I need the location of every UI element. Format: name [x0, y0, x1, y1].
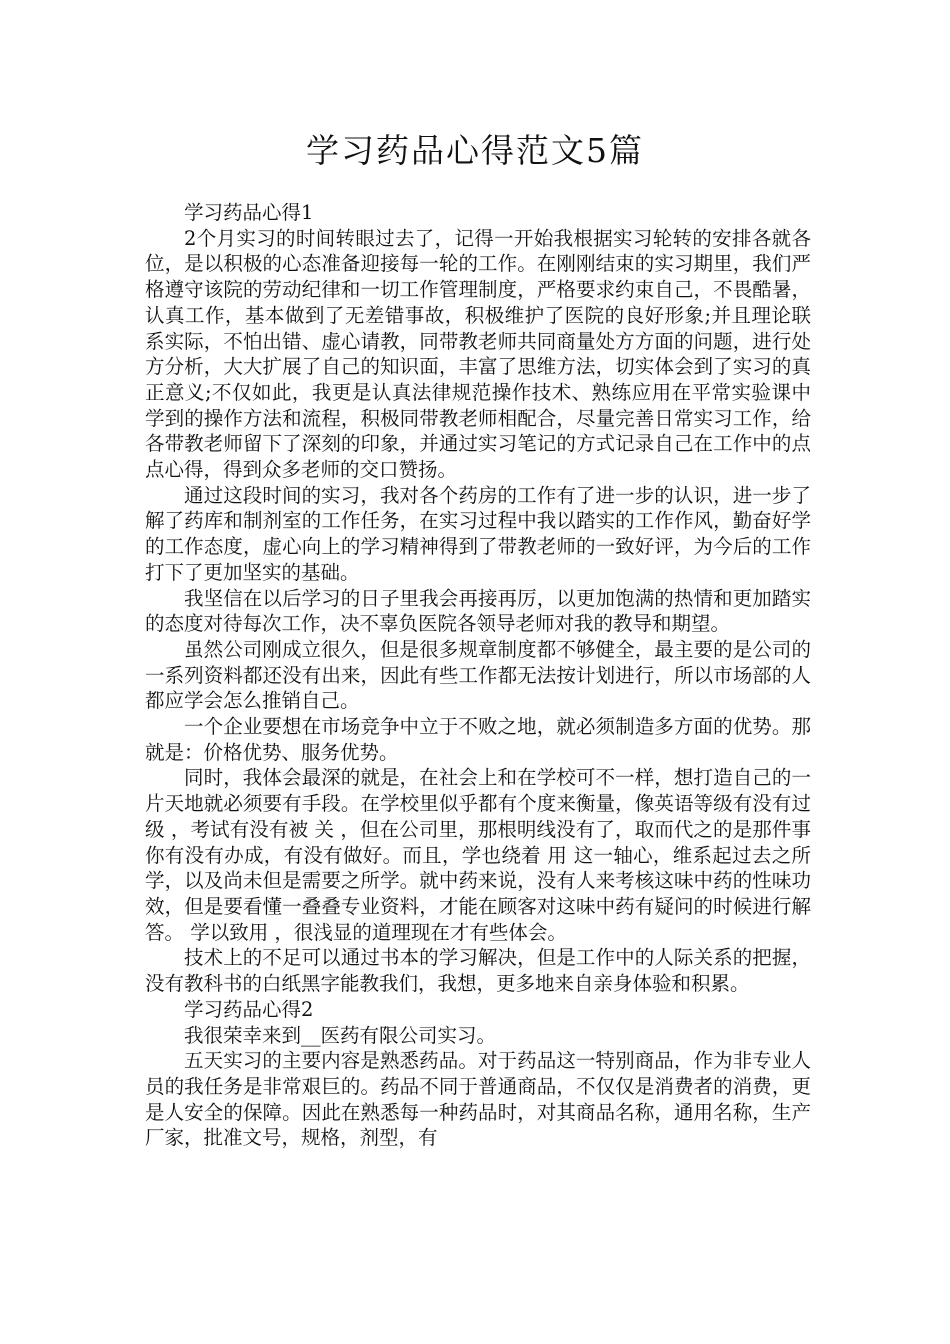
- paragraph: 2个月实习的时间转眼过去了，记得一开始我根据实习轮转的安排各就各位，是以积极的心态准备迎接每一轮的工作。在刚刚结束的实习期里，我们严格遵守该院的劳动纪律和一切工作管理制度，严格要求约束自己，不畏酷暑，认真工作，基本做到了无差错事故，积极维护了医院的良好形象;并且理论联系实际，不怕出错、虚心请教，同带教老师共同商量处方方面的问题，进行处方分析，大大扩展了自己的知识面，丰富了思维方法，切实体会到了实习的真正意义;不仅如此，我更是认真法律规范操作技术、熟练应用在平常实验课中学到的操作方法和流程，积极同带教老师相配合，尽量完善日常实习工作，给各带教老师留下了深刻的印象，并通过实习笔记的方式记录自己在工作中的点点心得，得到众多老师的交口赞扬。: [145, 226, 811, 482]
- document-body: [145, 200, 811, 1151]
- document-title: 学习药品心得范文5篇: [306, 131, 644, 170]
- section-heading-1: 学习药品心得1: [184, 201, 314, 224]
- paragraph: 虽然公司刚成立很久，但是很多规章制度都不够健全，最主要的是公司的一系列资料都还没有出来，因此有些工作都无法按计划进行，所以市场部的人都应学会怎么推销自己。: [145, 637, 811, 713]
- paragraph: 我很荣幸来到__医药有限公司实习。: [184, 1023, 497, 1047]
- section-heading-2: 学习药品心得2: [184, 997, 314, 1021]
- paragraph: 一个企业要想在市场竞争中立于不败之地，就必须制造多方面的优势。那就是：价格优势、服务优势。: [145, 715, 811, 764]
- paragraph: 通过这段时间的实习，我对各个药房的工作有了进一步的认识，进一步了解了药库和制剂室的工作任务，在实习过程中我以踏实的工作作风，勤奋好学的工作态度，虚心向上的学习精神得到了带教老师的一致好评，为今后的工作打下了更加坚实的基础。: [145, 483, 811, 584]
- paragraph: 我坚信在以后学习的日子里我会再接再厉，以更加饱满的热情和更加踏实的态度对待每次工作，决不辜负医院各领导老师对我的教导和期望。: [145, 586, 811, 636]
- paragraph: 五天实习的主要内容是熟悉药品。对于药品这一特别商品，作为非专业人员的我任务是非常艰巨的。药品不同于普通商品，不仅仅是消费者的消费，更是人安全的保障。因此在熟悉每一种药品时，对其商品名称，通用名称，生产厂家，批准文号，规格，剂型，有: [145, 1049, 811, 1150]
- paragraph: 同时，我体会最深的就是，在社会上和在学校可不一样，想打造自己的一片天地就必须要有手段。在学校里似乎都有个度来衡量，像英语等级有没有过 级 ，考试有没有被 关 ，但在公司里，那根明线没有了，取而代之的是那件事你有没有办成，有没有做好。而且，学也绕着 用 这一轴心，维系起过去之所学，以及尚未但是需要之所学。就中药来说，没有人来考核这味中药的性味功效，但是要看懂一叠叠专业资料，才能在顾客对这味中药有疑问的时候进行解答。 学以致用 ，很浅显的道理现在才有些体会。: [145, 766, 811, 944]
- paragraph: 技术上的不足可以通过书本的学习解决，但是工作中的人际关系的把握，没有教科书的白纸黑字能教我们，我想，更多地来自亲身体验和积累。: [145, 946, 811, 996]
